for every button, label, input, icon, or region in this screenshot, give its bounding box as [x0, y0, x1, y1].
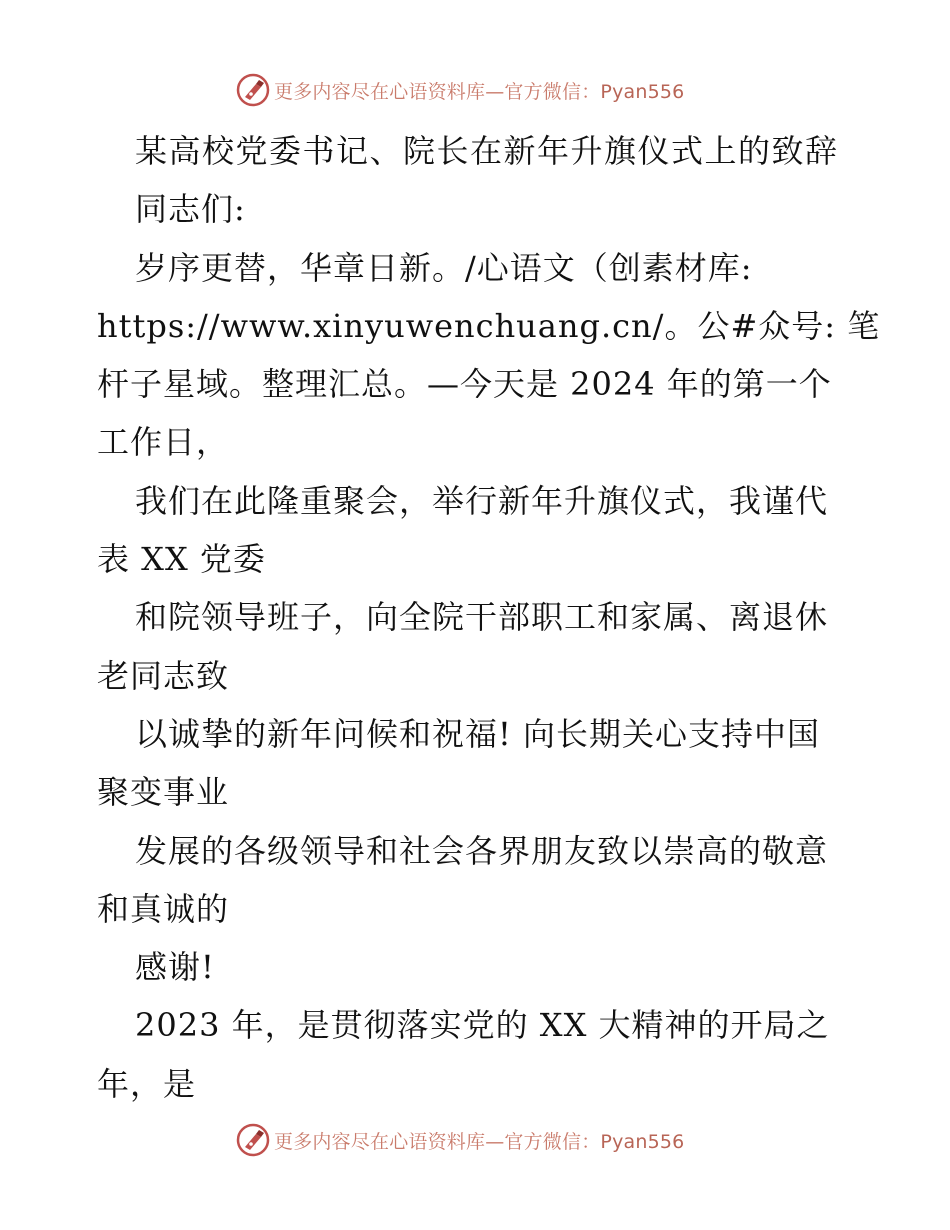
watermark-account: Pyan556: [600, 1130, 685, 1153]
paragraph-line: 2023 年，是贯彻落实党的 XX 大精神的开局之: [135, 1006, 830, 1045]
paragraph-line: 和真诚的: [97, 889, 230, 928]
pen-nib-logo-icon: [236, 73, 270, 107]
paragraph-line: 表 XX 党委: [97, 540, 266, 579]
document-title: 某高校党委书记、院长在新年升旗仪式上的致辞: [135, 132, 839, 170]
pen-nib-logo-icon: [236, 1123, 270, 1157]
paragraph-line: 聚变事业: [97, 773, 230, 812]
paragraph-line: 以诚挚的新年问候和祝福! 向长期关心支持中国: [135, 714, 821, 753]
salutation: 同志们:: [135, 190, 246, 229]
paragraph-line: 杆子星域。整理汇总。—今天是 2024 年的第一个: [97, 365, 832, 404]
paragraph-line: 老同志致: [97, 656, 230, 695]
document-body: [97, 122, 881, 1113]
footer-watermark: [236, 1122, 684, 1158]
watermark-account: Pyan556: [600, 80, 685, 103]
watermark-text: 更多内容尽在心语资料库—官方微信：: [274, 1130, 601, 1153]
paragraph-line: https://www.xinyuwenchuang.cn/。公#众号: 笔: [97, 306, 881, 345]
paragraph-line: 发展的各级领导和社会各界朋友致以崇高的敬意: [135, 831, 829, 870]
header-watermark: [236, 72, 684, 108]
watermark-text: 更多内容尽在心语资料库—官方微信：: [274, 80, 601, 103]
paragraph-line: 和院领导班子，向全院干部职工和家属、离退休: [135, 598, 829, 637]
paragraph-line: 我们在此隆重聚会，举行新年升旗仪式，我谨代: [135, 481, 829, 520]
paragraph-line: 感谢!: [135, 948, 215, 987]
paragraph-line: 年，是: [97, 1064, 197, 1103]
paragraph-line: 岁序更替，华章日新。/心语文（创素材库:: [135, 248, 753, 287]
paragraph-line: 工作日，: [97, 423, 230, 462]
